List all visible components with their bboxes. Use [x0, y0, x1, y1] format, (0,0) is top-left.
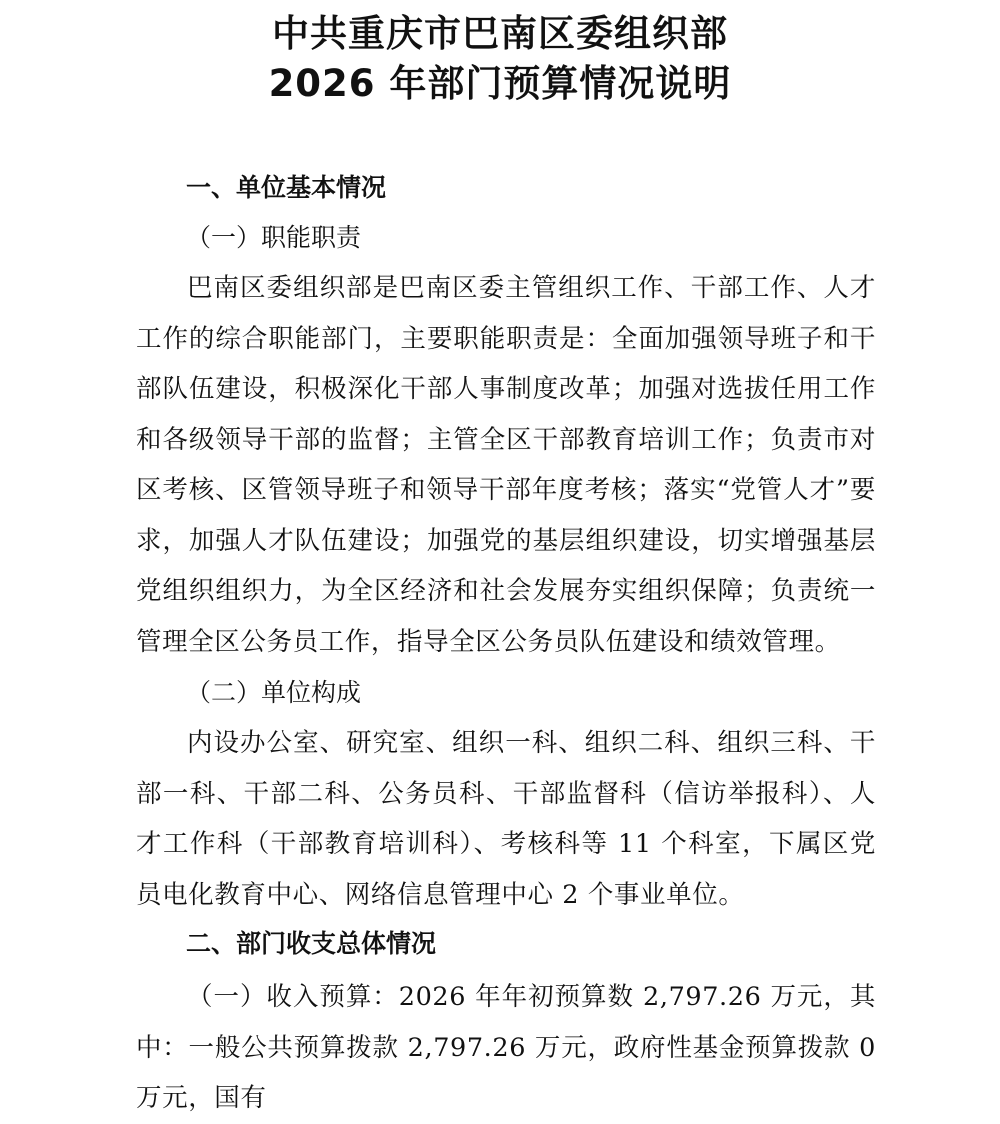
section1-sub2-paragraph: 内设办公室、研究室、组织一科、组织二科、组织三科、干部一科、干部二科、公务员科、干部监督科（信访举报科）、人才工作科（干部教育培训科）、考核科等 11 个科室，下属区党员电化教育中心、网络信息管理中心 2 个事业单位。	[136, 728, 876, 910]
section1-sub1-paragraph: 巴南区委组织部是巴南区委主管组织工作、干部工作、人才工作的综合职能部门，主要职能职责是：全面加强领导班子和干部队伍建设，积极深化干部人事制度改革；加强对选拔任用工作和各级领导干部的监督；主管全区干部教育培训工作；负责市对区考核、区管领导班子和领导干部年度考核；落实“党管人才”要求，加强人才队伍建设；加强党的基层组织建设，切实增强基层党组织组织力，为全区经济和社会发展夯实组织保障；负责统一管理全区公务员工作，指导全区公务员队伍建设和绩效管理。	[136, 273, 876, 657]
section1-sub1-heading: （一）职能职责	[186, 223, 362, 252]
section1-heading: 一、单位基本情况	[186, 173, 387, 202]
section2-sub1-heading: （一）收入预算：	[187, 982, 399, 1012]
section2-heading: 二、部门收支总体情况	[186, 929, 437, 958]
document-title-line2: 2026 年部门预算情况说明	[268, 62, 732, 105]
section1-sub2-heading: （二）单位构成	[186, 678, 362, 707]
document-title-line1: 中共重庆市巴南区委组织部	[272, 12, 728, 55]
section2-sub1-paragraph	[136, 972, 876, 1124]
section2-sub1-text: 2026 年年初预算数 2,797.26 万元，其中：一般公共预算拨款 2,797.26 万元，政府性基金预算拨款 0 万元，国有	[136, 982, 876, 1113]
